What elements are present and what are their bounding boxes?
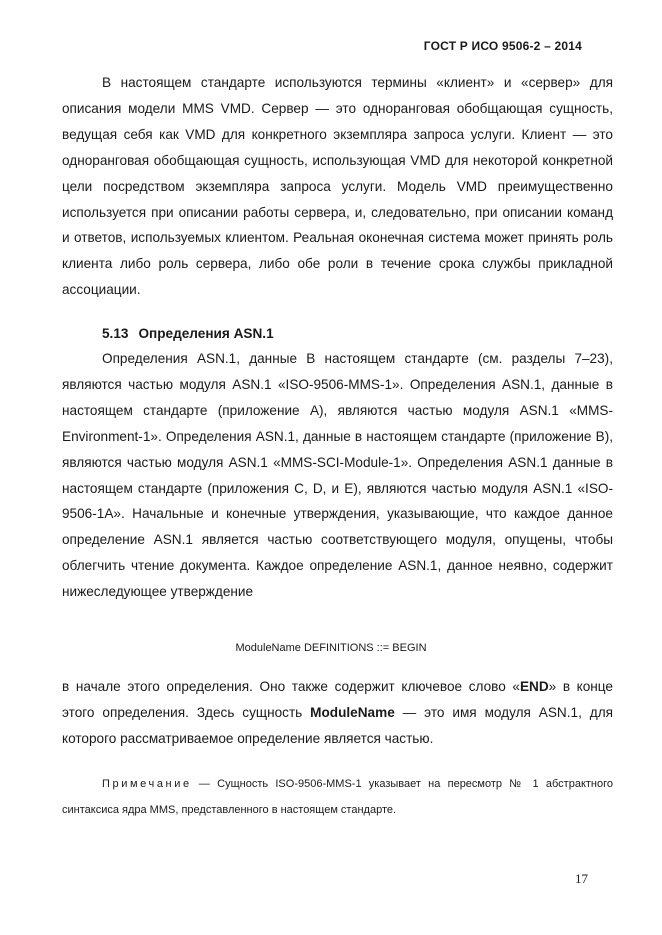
paragraph-asn1-definitions: Определения ASN.1, данные В настоящем стандарте (см. разделы 7–23), являются частью модуля ASN.1 «ISO-9506-MMS-1». Определения ASN.1, данные в настоящем стандарте (приложение А), являются частью модуля ASN.1 «MMS-Environment-1». Определения ASN.1, данные в настоящем стандарте (приложение В), являются частью модуля ASN.1 «MMS-SCI-Module-1». Определения ASN.1 данные в настоящем стандарте (приложения С, D, и Е), являются частью модуля ASN.1 «ISO-9506-1A». Начальные и конечные утверждения, указывающие, что каждое данное определение ASN.1 является частью соответствующего модуля, опущены, чтобы облегчить чтение документа. Каждое определение ASN.1, данное неявно, содержит нижеследующее утверждение (62, 351, 613, 600)
paragraph3-part2: » в конце этого определения. Здесь сущность (62, 679, 613, 720)
paragraph-module-end-block (62, 674, 613, 752)
paragraph-client-server: В настоящем стандарте используются термины «клиент» и «сервер» для описания модели MMS VMD. Сервер — это одноранговая обобщающая сущность, ведущая себя как VMD для конкретного экземпляра запроса услуги. Клиент — это одноранговая обобщающая сущность, использующая VMD для некоторой конкретной цели посредством экземпляра запроса услуги. Модель VMD преимущественно используется при описании работы сервера, и, следовательно, при описании команд и ответов, используемых клиентом. Реальная оконечная система может принять роль клиента либо роль сервера, либо обе роли в течение срока службы прикладной ассоциации. (62, 75, 613, 298)
keyword-modulename: ModuleName (310, 704, 395, 720)
module-definition-statement: ModuleName DEFINITIONS ::= BEGIN (235, 642, 427, 654)
keyword-end: END (519, 679, 549, 694)
document-header: ГОСТ Р ИСО 9506-2 – 2014 (423, 39, 582, 53)
note-label: Примечание (102, 778, 192, 790)
section-title: Определения ASN.1 (138, 326, 274, 341)
note (62, 771, 613, 823)
paragraph-module-end (62, 674, 613, 752)
note-text: — Сущность ISO-9506-MMS-1 указывает на пересмотр № 1 абстрактного синтаксиса ядра MMS, представленного в настоящем стандарте. (62, 778, 613, 816)
page-number: 17 (575, 871, 588, 886)
paragraph-asn1-block (62, 346, 613, 605)
paragraph3-part1: в начале этого определения. Оно также содержит ключевое слово « (62, 679, 520, 694)
paragraph3-part3: — это имя модуля ASN.1, для которого рассматриваемое определение является частью. (62, 704, 613, 746)
paragraph-terms (62, 70, 613, 303)
section-number: 5.13 (102, 326, 129, 341)
section-heading (102, 324, 274, 344)
